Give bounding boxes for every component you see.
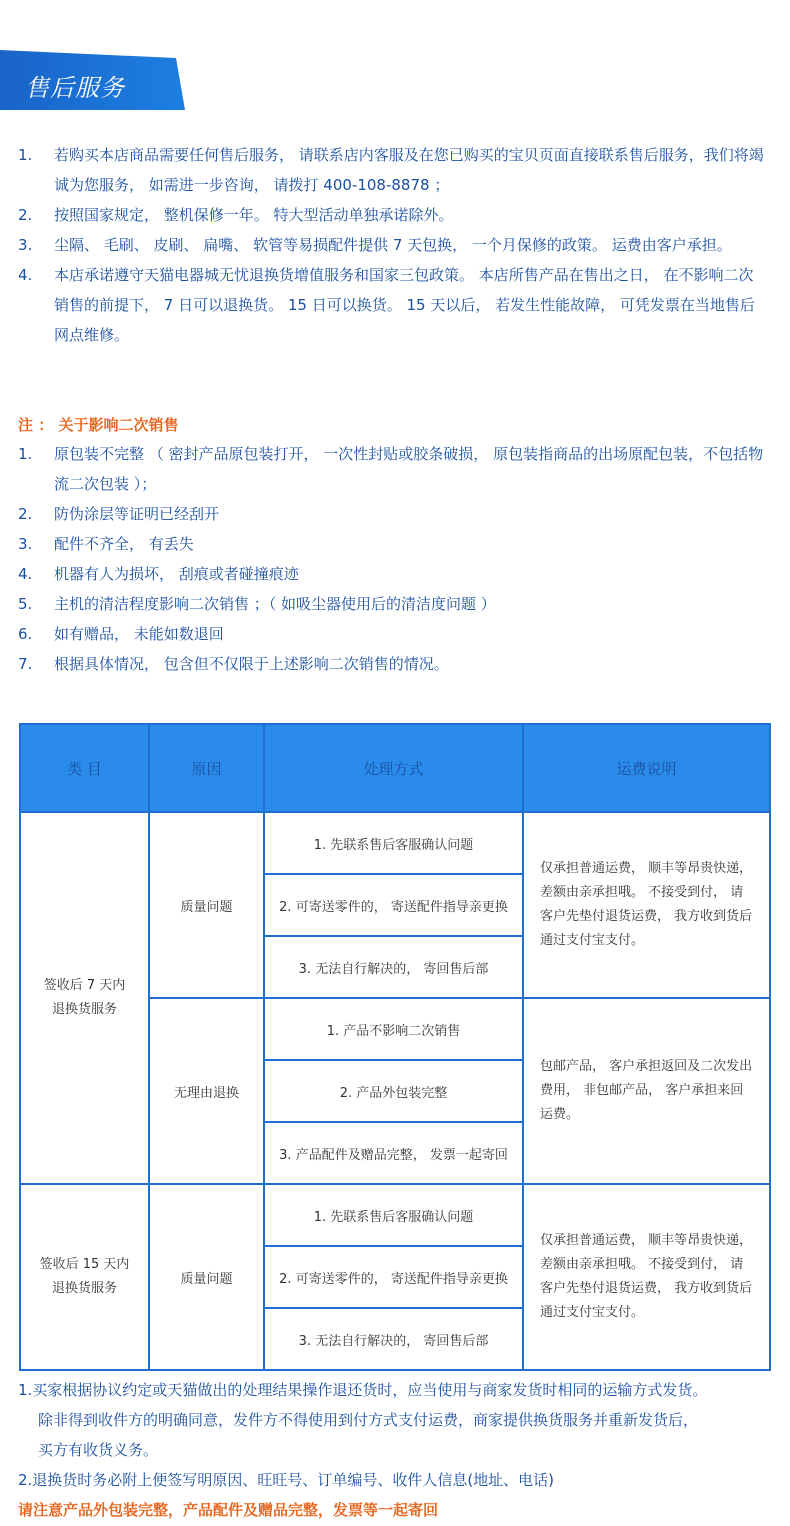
note-item <box>18 649 768 679</box>
note-item <box>18 439 768 499</box>
note-item <box>18 499 768 529</box>
handling-step: 3. 无法自行解决的， 寄回售后部 <box>264 1308 523 1370</box>
warning-text: 请注意产品外包装完整，产品配件及赠品完整，发票等一起寄回 <box>18 1501 439 1519</box>
note-item <box>18 589 768 619</box>
note-num: 2. <box>18 505 33 523</box>
note-item <box>18 619 768 649</box>
note-item <box>18 529 768 559</box>
category-15day: 签收后 15 天内 退换货服务 <box>20 1184 149 1370</box>
note-title: 注 ： 关于影响二次销售 <box>18 416 179 434</box>
table-row <box>20 812 770 874</box>
policy-text: 若购买本店商品需要任何售后服务， 请联系店内客服及在您已购买的宝贝页面直接联系售后服务，我们将竭诚为您服务， 如需进一步咨询， 请拨打 400-108-8878 ； <box>54 146 764 194</box>
handling-step: 1. 先联系售后客服确认问题 <box>264 1184 523 1246</box>
bottom-line: 2.退换货时务必附上便签写明原因、旺旺号、订单编号、收件人信息(地址、电话) <box>18 1471 555 1489</box>
note-num: 3. <box>18 535 33 553</box>
policy-list <box>18 140 768 350</box>
note-list <box>18 439 768 679</box>
header-handling: 处理方式 <box>264 724 523 812</box>
fee-note: 包邮产品， 客户承担返回及二次发出费用， 非包邮产品， 客户承担来回运费。 <box>523 998 770 1184</box>
handling-step: 1. 先联系售后客服确认问题 <box>264 812 523 874</box>
handling-step: 2. 可寄送零件的， 寄送配件指导亲更换 <box>264 874 523 936</box>
table-header-row <box>20 724 770 812</box>
handling-step: 2. 可寄送零件的， 寄送配件指导亲更换 <box>264 1246 523 1308</box>
policy-item <box>18 140 768 200</box>
note-text: 根据具体情况， 包含但不仅限于上述影响二次销售的情况。 <box>54 655 449 673</box>
service-table <box>19 723 771 1371</box>
reason-quality: 质量问题 <box>149 812 264 998</box>
policy-text: 按照国家规定， 整机保修一年。 特大型活动单独承诺除外。 <box>54 206 454 224</box>
reason-no-reason: 无理由退换 <box>149 998 264 1184</box>
note-text: 如有赠品， 未能如数退回 <box>54 625 224 643</box>
policy-item <box>18 260 768 350</box>
note-text: 防伪涂层等证明已经刮开 <box>54 505 220 523</box>
policy-text: 本店承诺遵守天猫电器城无忧退换货增值服务和国家三包政策。 本店所售产品在售出之日， 在不影响二次销售的前提下， 7 日可以退换货。 15 日可以换货。 15 天以后， 若发生性能故障， 可凭发票在当地售后网点维修。 <box>54 266 755 344</box>
note-num: 5. <box>18 595 33 613</box>
handling-step: 3. 无法自行解决的， 寄回售后部 <box>264 936 523 998</box>
table-row <box>20 1184 770 1246</box>
header-category: 类 目 <box>20 724 149 812</box>
note-text: 主机的清洁程度影响二次销售 ；（ 如吸尘器使用后的清洁度问题 ） <box>54 595 496 613</box>
policy-item <box>18 200 768 230</box>
category-7day: 签收后 7 天内 退换货服务 <box>20 812 149 1184</box>
note-num: 1. <box>18 445 33 463</box>
note-text: 配件不齐全， 有丢失 <box>54 535 194 553</box>
reason-quality: 质量问题 <box>149 1184 264 1370</box>
policy-num: 1. <box>18 146 33 164</box>
note-item <box>18 559 768 589</box>
fee-note: 仅承担普通运费， 顺丰等昂贵快递，差额由亲承担哦。 不接受到付， 请客户先垫付退货运费， 我方收到货后通过支付宝支付。 <box>523 1184 770 1370</box>
note-num: 6. <box>18 625 33 643</box>
policy-num: 2. <box>18 206 33 224</box>
policy-text: 尘隔、 毛刷、 皮刷、 扁嘴、 软管等易损配件提供 7 天包换， 一个月保修的政策。 运费由客户承担。 <box>54 236 732 254</box>
note-text: 机器有人为损坏， 刮痕或者碰撞痕迹 <box>54 565 299 583</box>
note-num: 4. <box>18 565 33 583</box>
handling-step: 3. 产品配件及赠品完整， 发票一起寄回 <box>264 1122 523 1184</box>
bottom-line: 除非得到收件方的明确同意，发件方不得使用到付方式支付运费，商家提供换货服务并重新发货后， <box>38 1411 699 1429</box>
policy-item <box>18 230 768 260</box>
handling-step: 1. 产品不影响二次销售 <box>264 998 523 1060</box>
bottom-notes <box>18 1375 778 1525</box>
fee-note: 仅承担普通运费， 顺丰等昂贵快递，差额由亲承担哦。 不接受到付， 请客户先垫付退货运费， 我方收到货后通过支付宝支付。 <box>523 812 770 998</box>
header-reason: 原因 <box>149 724 264 812</box>
policy-num: 3. <box>18 236 33 254</box>
bottom-line: 1.买家根据协议约定或天猫做出的处理结果操作退还货时，应当使用与商家发货时相同的运输方式发货。 <box>18 1381 708 1399</box>
header-fee: 运费说明 <box>523 724 770 812</box>
page-title: 售后服务 <box>25 74 125 102</box>
handling-step: 2. 产品外包装完整 <box>264 1060 523 1122</box>
note-text: 原包装不完整 （ 密封产品原包装打开， 一次性封贴或胶条破损， 原包装指商品的出场原配包装，不包括物流二次包装 ）； <box>54 445 764 493</box>
policy-num: 4. <box>18 266 33 284</box>
note-num: 7. <box>18 655 33 673</box>
bottom-line: 买方有收货义务。 <box>38 1441 159 1459</box>
